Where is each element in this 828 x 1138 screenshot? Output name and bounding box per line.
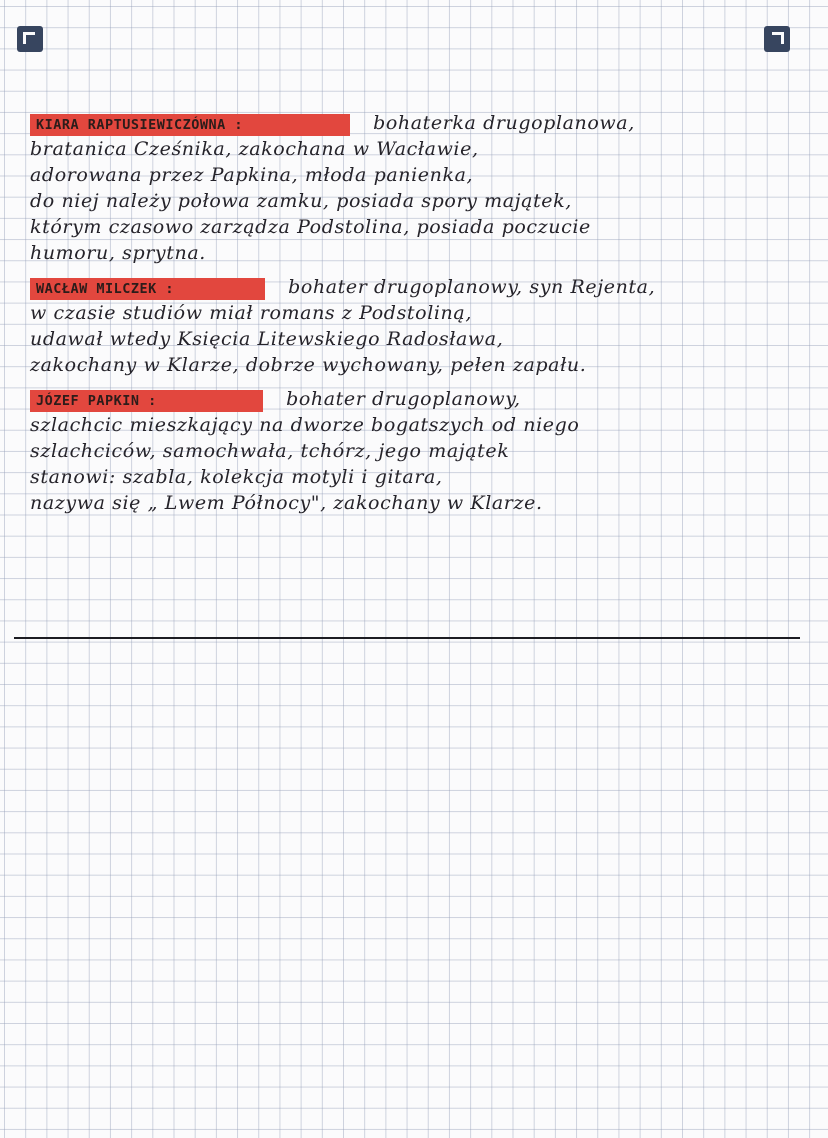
note-line: bohaterka drugoplanowa, [373, 112, 635, 134]
note-line: bohater drugoplanowy, [286, 388, 521, 410]
note-line: nazywa się „ Lwem Północy", zakochany w Klarze. [30, 492, 543, 514]
divider-line [14, 637, 800, 639]
note-line: szlachciców, samochwała, tchórz, jego majątek [30, 440, 510, 462]
note-line: udawał wtedy Księcia Litewskiego Radosława, [30, 328, 504, 350]
note-line: którym czasowo zarządza Podstolina, posiada poczucie [30, 216, 591, 238]
note-line: w czasie studiów miał romans z Podstoliną, [30, 302, 472, 324]
character-entry [30, 110, 800, 266]
handwritten-notes [30, 110, 800, 524]
character-name-highlight: JÓZEF PAPKIN : [30, 390, 263, 412]
corner-marker-icon [17, 26, 43, 52]
character-entry [30, 386, 800, 516]
note-line: szlachcic mieszkający na dworze bogatszych od niego [30, 414, 580, 436]
note-line: zakochany w Klarze, dobrze wychowany, pełen zapału. [30, 354, 587, 376]
character-name-highlight: WACŁAW MILCZEK : [30, 278, 265, 300]
character-entry [30, 274, 800, 378]
note-line: do niej należy połowa zamku, posiada spory majątek, [30, 190, 572, 212]
note-line: adorowana przez Papkina, młoda panienka, [30, 164, 474, 186]
character-name-highlight: KIARA RAPTUSIEWICZÓWNA : [30, 114, 350, 136]
note-line: humoru, sprytna. [30, 242, 206, 264]
corner-marker-icon [764, 26, 790, 52]
note-line: bratanica Cześnika, zakochana w Wacławie, [30, 138, 479, 160]
note-line: stanowi: szabla, kolekcja motyli i gitara, [30, 466, 443, 488]
note-line: bohater drugoplanowy, syn Rejenta, [288, 276, 656, 298]
